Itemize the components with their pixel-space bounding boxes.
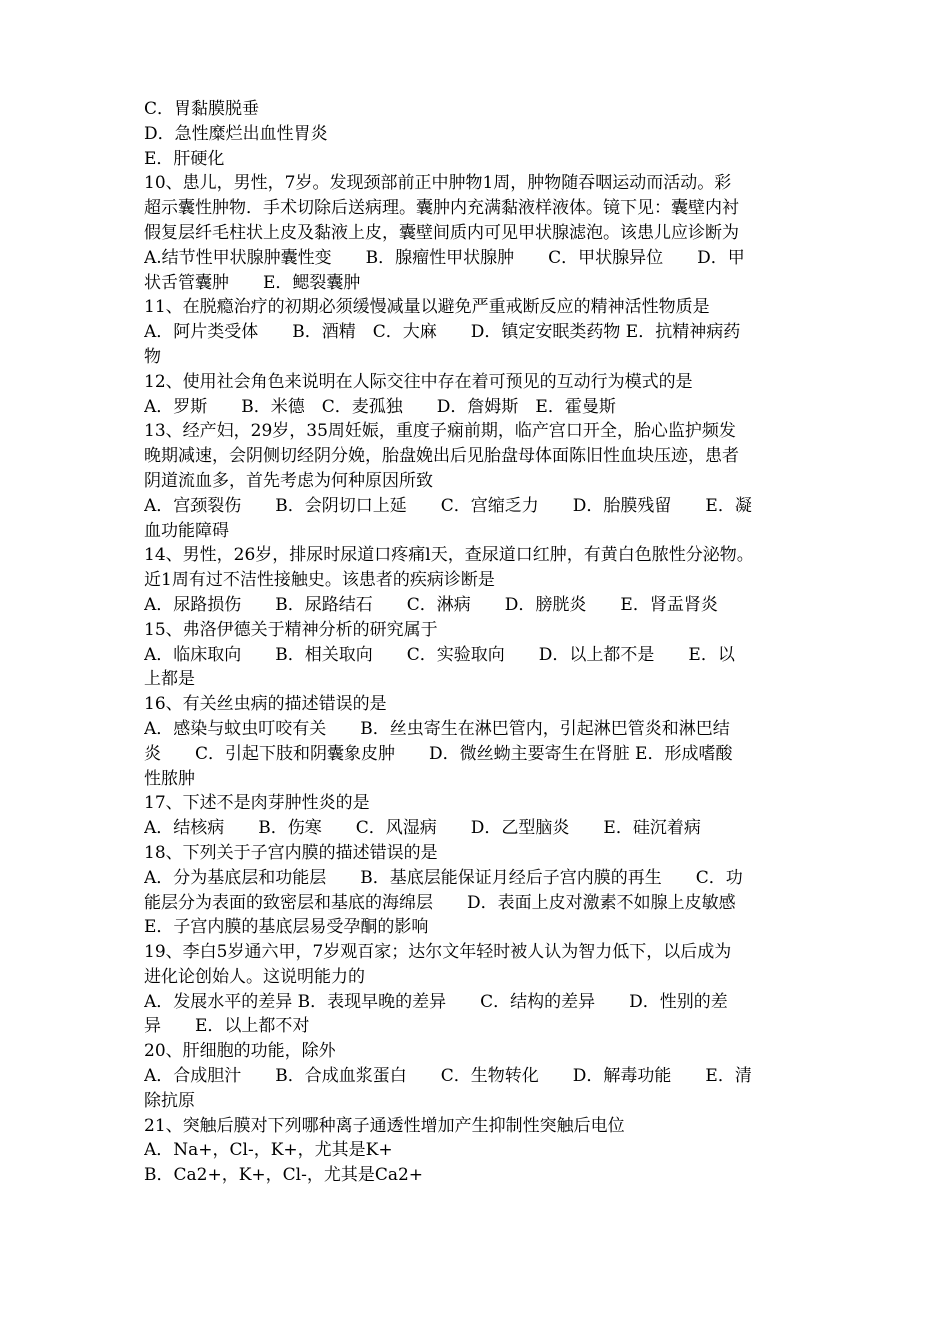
text-line: 炎 C．引起下肢和阴囊象皮肿 D．微丝蚴主要寄生在肾脏 E．形成嗜酸 bbox=[144, 743, 733, 764]
text-line: A．分为基底层和功能层 B．基底层能保证月经后子宫内膜的再生 C．功 bbox=[144, 867, 743, 888]
text-line: 性脓肿 bbox=[144, 768, 195, 789]
text-line: 能层分为表面的致密层和基底的海绵层 D．表面上皮对激素不如腺上皮敏感 bbox=[144, 892, 736, 913]
text-line: A．Na+，Cl-，K+，尤其是K+ bbox=[144, 1140, 393, 1161]
text-line: 12、使用社会角色来说明在人际交往中存在着可预见的互动行为模式的是 bbox=[144, 371, 693, 392]
text-line: 16、有关丝虫病的描述错误的是 bbox=[144, 694, 387, 715]
text-line: 11、在脱瘾治疗的初期必须缓慢减量以避免严重戒断反应的精神活性物质是 bbox=[144, 297, 710, 318]
text-line: 近1周有过不洁性接触史。该患者的疾病诊断是 bbox=[144, 570, 495, 591]
text-line: 假复层纤毛柱状上皮及黏液上皮，囊壁间质内可见甲状腺滤泡。该患儿应诊断为 bbox=[144, 222, 739, 243]
text-line: 18、下列关于子宫内膜的描述错误的是 bbox=[144, 842, 438, 863]
document-page bbox=[144, 97, 812, 1188]
text-line: 晚期减速，会阴侧切经阴分娩，胎盘娩出后见胎盘母体面陈旧性血块压迹，患者 bbox=[144, 446, 739, 467]
text-line: D．急性糜烂出血性胃炎 bbox=[144, 123, 328, 144]
text-line: A．感染与蚊虫叮咬有关 B．丝虫寄生在淋巴管内，引起淋巴管炎和淋巴结 bbox=[144, 718, 730, 739]
text-line: E．肝硬化 bbox=[144, 148, 225, 169]
text-line: 19、李白5岁通六甲，7岁观百家；达尔文年轻时被人认为智力低下，以后成为 bbox=[144, 942, 732, 963]
text-line: 14、男性，26岁，排尿时尿道口疼痛l天，查尿道口红肿，有黄白色脓性分泌物。 bbox=[144, 545, 754, 566]
text-line: 异 E．以上都不对 bbox=[144, 1016, 310, 1037]
text-line: A．发展水平的差异 B．表现早晚的差异 C．结构的差异 D．性别的差 bbox=[144, 991, 728, 1012]
text-line: 10、患儿，男性，7岁。发现颈部前正中肿物1周，肿物随吞咽运动而活动。彩 bbox=[144, 173, 732, 194]
text-line: A．宫颈裂伤 B．会阴切口上延 C．宫缩乏力 D．胎膜残留 E．凝 bbox=[144, 495, 752, 516]
text-line: 超示囊性肿物．手术切除后送病理。囊肿内充满黏液样液体。镜下见：囊壁内衬 bbox=[144, 198, 739, 219]
text-line: 除抗原 bbox=[144, 1090, 195, 1111]
text-line: A.结节性甲状腺肿囊性变 B．腺瘤性甲状腺肿 C．甲状腺异位 D．甲 bbox=[144, 247, 745, 268]
text-line: 13、经产妇，29岁，35周妊娠，重度子痫前期，临产宫口开全，胎心监护频发 bbox=[144, 421, 736, 442]
text-line: 状舌管囊肿 E．鳃裂囊肿 bbox=[144, 272, 361, 293]
text-line: C．胃黏膜脱垂 bbox=[144, 99, 260, 119]
text-line: 血功能障碍 bbox=[144, 520, 229, 541]
text-line: 17、下述不是肉芽肿性炎的是 bbox=[144, 793, 370, 814]
text-line: 上都是 bbox=[144, 669, 195, 690]
text-line: A．罗斯 B．米德 C．麦孤独 D．詹姆斯 E．霍曼斯 bbox=[144, 396, 616, 417]
text-line: A．尿路损伤 B．尿路结石 C．淋病 D．膀胱炎 E．肾盂肾炎 bbox=[144, 594, 718, 615]
text-line: E．子宫内膜的基底层易受孕酮的影响 bbox=[144, 917, 429, 938]
text-line: A．阿片类受体 B．酒精 C．大麻 D．镇定安眠类药物 E．抗精神病药 bbox=[144, 322, 741, 343]
text-line: 阴道流血多，首先考虑为何种原因所致 bbox=[144, 470, 433, 491]
text-line: 20、肝细胞的功能，除外 bbox=[144, 1041, 336, 1062]
text-line: 21、突触后膜对下列哪种离子通透性增加产生抑制性突触后电位 bbox=[144, 1115, 625, 1136]
text-line: 物 bbox=[144, 346, 161, 367]
text-line: A．临床取向 B．相关取向 C．实验取向 D．以上都不是 E．以 bbox=[144, 644, 735, 665]
text-line: A．合成胆汁 B．合成血浆蛋白 C．生物转化 D．解毒功能 E．清 bbox=[144, 1066, 752, 1087]
text-line: B．Ca2+，K+，Cl-，尤其是Ca2+ bbox=[144, 1165, 424, 1186]
text-line: A．结核病 B．伤寒 C．风湿病 D．乙型脑炎 E．硅沉着病 bbox=[144, 818, 701, 839]
text-line: 进化论创始人。这说明能力的 bbox=[144, 966, 365, 987]
text-line: 15、弗洛伊德关于精神分析的研究属于 bbox=[144, 619, 438, 640]
